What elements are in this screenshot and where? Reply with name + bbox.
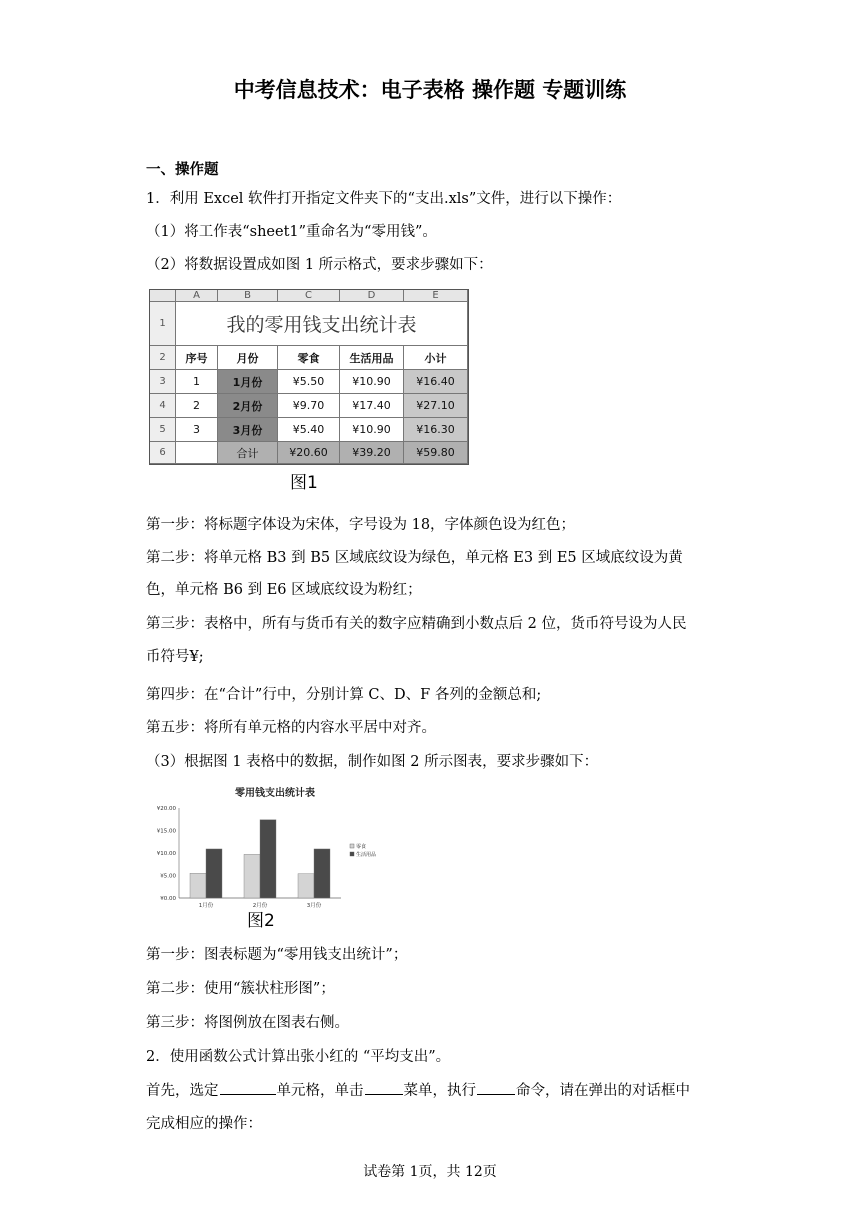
sheet-col-header: E	[404, 290, 468, 302]
sheet-cell: ¥39.20	[340, 442, 404, 464]
chart-bar	[206, 849, 222, 898]
sheet-header-cell: 零食	[278, 346, 340, 370]
sheet-cell: ¥5.40	[278, 418, 340, 442]
sheet-row-header: 1	[150, 302, 176, 346]
x-tick-label: 3月份	[306, 903, 322, 909]
sheet-cell: ¥59.80	[404, 442, 468, 464]
legend-label: 零食	[356, 844, 367, 850]
sheet-cell: ¥27.10	[404, 394, 468, 418]
sheet-header-cell: 小计	[404, 346, 468, 370]
sheet-col-header: A	[176, 290, 218, 302]
sheet-cell: ¥17.40	[340, 394, 404, 418]
step-1: 第一步：将标题字体设为宋体，字号设为 18，字体颜色设为红色；	[146, 517, 576, 533]
sheet-title-cell: 我的零用钱支出统计表	[176, 302, 468, 346]
step-2-line-2: 色，单元格 B6 到 E6 区域底纹设为粉红；	[146, 582, 422, 598]
page-footer: 试卷第 1页，共 12页	[363, 1164, 497, 1180]
y-tick-label: ¥5.00	[160, 873, 176, 880]
sheet-cell: 3	[176, 418, 218, 442]
bar-chart	[145, 782, 395, 910]
chart-title: 零用钱支出统计表	[235, 788, 315, 799]
answer-blank-command[interactable]	[477, 1080, 515, 1095]
sheet-row-header: 3	[150, 370, 176, 394]
sheet-header-cell: 生活用品	[340, 346, 404, 370]
y-tick-label: ¥10.00	[156, 851, 176, 857]
sheet-cell: ¥20.60	[278, 442, 340, 464]
chart-bar	[244, 854, 260, 898]
sheet-row-header: 6	[150, 442, 176, 464]
step-5: 第五步：将所有单元格的内容水平居中对齐。	[146, 720, 436, 736]
sheet-cell: 3月份	[218, 418, 278, 442]
sheet-row-header: 4	[150, 394, 176, 418]
sheet-col-header: B	[218, 290, 278, 302]
y-tick-label: ¥0.00	[160, 896, 176, 902]
spreadsheet-figure	[149, 289, 469, 465]
question-2-continuation: 完成相应的操作：	[146, 1116, 262, 1132]
y-tick-label: ¥15.00	[156, 828, 176, 835]
chart-bar	[260, 820, 276, 898]
answer-blank-cell[interactable]	[220, 1080, 276, 1095]
question-1-part-1: （1）将工作表“sheet1”重命名为“零用钱”。	[146, 224, 437, 240]
figure-2-caption: 图2	[247, 911, 275, 931]
answer-blank-menu[interactable]	[365, 1080, 403, 1095]
chart-step-2: 第二步：使用“簇状柱形图”；	[146, 981, 335, 997]
sheet-cell: 合计	[218, 442, 278, 464]
sheet-col-header: D	[340, 290, 404, 302]
sheet-cell: ¥10.90	[340, 418, 404, 442]
chart-step-3: 第三步：将图例放在图表右侧。	[146, 1015, 349, 1031]
sheet-header-cell: 月份	[218, 346, 278, 370]
legend-swatch	[350, 844, 354, 848]
sheet-corner	[150, 290, 176, 302]
sheet-cell: 1月份	[218, 370, 278, 394]
section-heading: 一、操作题	[146, 162, 219, 178]
legend-label: 生活用品	[356, 852, 377, 858]
chart-bar	[190, 873, 206, 898]
sheet-cell: 2	[176, 394, 218, 418]
sheet-cell: ¥10.90	[340, 370, 404, 394]
sheet-cell: ¥9.70	[278, 394, 340, 418]
answer-text-3: 菜单，执行	[403, 1083, 476, 1099]
sheet-cell: ¥16.40	[404, 370, 468, 394]
sheet-cell: ¥5.50	[278, 370, 340, 394]
step-3-line-1: 第三步：表格中，所有与货币有关的数字应精确到小数点后 2 位，货币符号设为人民	[146, 616, 687, 632]
sheet-header-cell: 序号	[176, 346, 218, 370]
legend-swatch	[350, 852, 354, 856]
step-4: 第四步：在“合计”行中，分别计算 C、D、F 各列的金额总和;	[146, 687, 542, 703]
x-tick-label: 2月份	[252, 903, 268, 909]
page-title: 中考信息技术：电子表格 操作题 专题训练	[233, 78, 627, 102]
sheet-cell	[176, 442, 218, 464]
figure-1-caption: 图1	[290, 473, 318, 493]
y-tick-label: ¥20.00	[156, 806, 176, 812]
sheet-cell: 1	[176, 370, 218, 394]
answer-text-2: 单元格，单击	[276, 1083, 364, 1099]
answer-text-4: 命令，请在弹出的对话框中	[516, 1083, 690, 1099]
question-1-part-3: （3）根据图 1 表格中的数据，制作如图 2 所示图表，要求步骤如下：	[146, 754, 599, 770]
question-1-part-2: （2）将数据设置成如图 1 所示格式，要求步骤如下：	[146, 257, 493, 273]
sheet-cell: ¥16.30	[404, 418, 468, 442]
sheet-cell: 2月份	[218, 394, 278, 418]
x-tick-label: 1月份	[198, 903, 214, 909]
question-2-answer-line	[146, 1079, 690, 1100]
question-1: 1．利用 Excel 软件打开指定文件夹下的“支出.xls”文件，进行以下操作：	[146, 191, 622, 207]
chart-bar	[314, 849, 330, 898]
sheet-row-header: 2	[150, 346, 176, 370]
chart-step-1: 第一步：图表标题为“零用钱支出统计”；	[146, 947, 408, 963]
question-2: 2．使用函数公式计算出张小红的 “平均支出”。	[146, 1049, 451, 1065]
sheet-col-header: C	[278, 290, 340, 302]
answer-text-1: 首先，选定	[146, 1083, 219, 1099]
chart-bar	[298, 874, 314, 898]
step-3-line-2: 币符号¥;	[146, 649, 204, 665]
step-2-line-1: 第二步：将单元格 B3 到 B5 区域底纹设为绿色，单元格 E3 到 E5 区域底纹设为黄	[146, 550, 683, 566]
sheet-row-header: 5	[150, 418, 176, 442]
